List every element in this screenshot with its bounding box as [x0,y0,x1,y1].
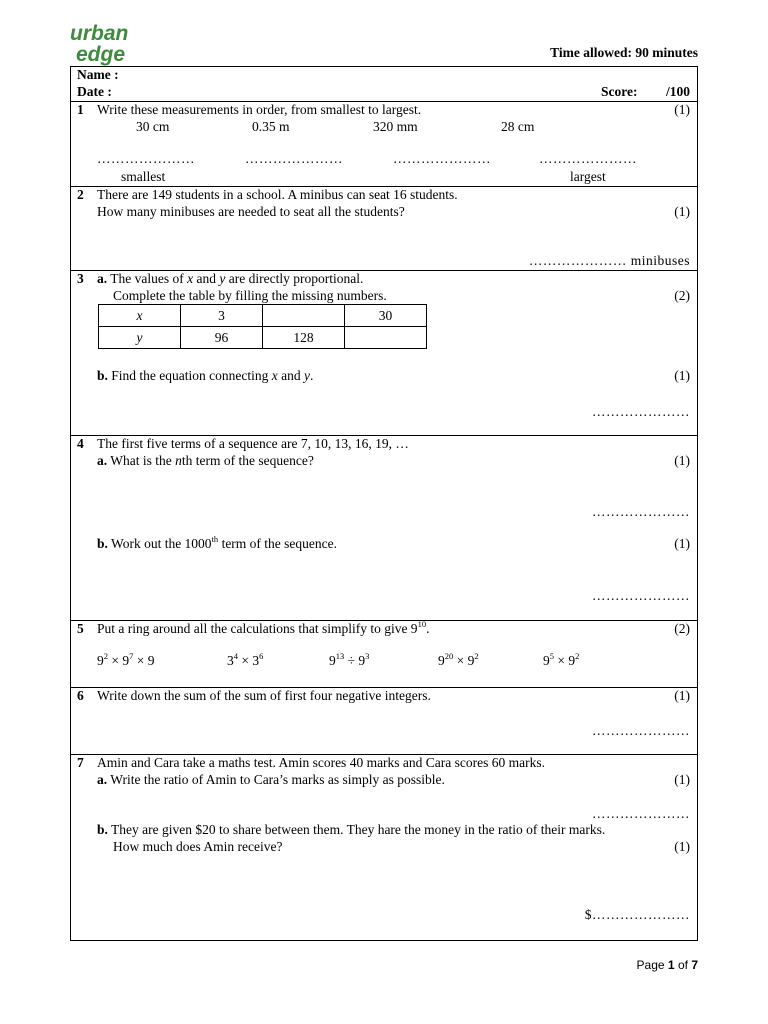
answer-blank[interactable]: ………………… [592,504,690,519]
urban-edge-logo [68,22,142,66]
question-3a-text: a. The values of x and y are directly proportional. [97,271,364,286]
date-label: Date : [77,84,112,99]
part-label: a. [97,271,108,286]
marks: (2) [674,621,690,636]
score-total: /100 [665,84,690,99]
question-text: How much does Amin receive? [113,839,283,854]
calculation-option[interactable]: $9^5 \times 9^2$ [543,650,580,668]
table-row [99,327,427,349]
marks: (1) [674,453,690,468]
table-cell: 3 [181,305,263,327]
page-total: 7 [691,958,698,972]
page-footer: Page 1 of 7 [636,958,698,972]
question-5 [71,620,697,688]
question-6 [71,687,697,755]
answer-blank[interactable]: ………………… [97,151,195,166]
question-number: 1 [77,102,84,117]
page-number: 1 [667,958,675,972]
question-number: 7 [77,755,84,770]
part-label: b. [97,536,108,551]
table-cell: x [99,305,181,327]
question-number: 5 [77,621,84,636]
question-text: Amin and Cara take a maths test. Amin scores 40 marks and Cara scores 60 marks. [97,755,546,770]
table-cell: 30 [345,305,427,327]
largest-label: largest [570,169,606,184]
question-number: 3 [77,271,84,286]
table-cell: y [99,327,181,349]
question-3b-text: b. Find the equation connecting x and y. [97,368,314,383]
question-text: Complete the table by filling the missing numbers. [113,288,387,303]
question-text: Write down the sum of the sum of first four negative integers. [97,688,431,703]
question-1 [71,101,697,187]
table-cell-blank[interactable] [345,327,427,349]
logo-text-urban: urban [70,22,129,45]
measurement-item: 320 mm [373,119,418,134]
answer-blank[interactable]: ………………… [539,151,637,166]
table-cell: 96 [181,327,263,349]
answer-blank[interactable]: $………………… [584,907,690,922]
logo-text-edge: edge [76,43,126,66]
question-7b-text: b. They are given $20 to share between them. They hare the money in the ratio of their marks. [97,822,606,837]
table-cell-blank[interactable] [263,305,345,327]
calculation-option[interactable]: $9^{20} \times 9^2$ [438,650,479,668]
smallest-label: smallest [121,169,166,184]
marks: (2) [674,288,690,303]
question-2 [71,186,697,271]
answer-blank[interactable]: ………………… [592,588,690,603]
answer-blank[interactable]: ………………… [592,723,690,738]
score-label: Score: [601,84,638,99]
part-label: b. [97,368,108,383]
question-text: The first five terms of a sequence are 7, 10, 13, 16, 19, … [97,436,409,451]
question-text: Write these measurements in order, from smallest to largest. [97,102,422,117]
answer-blank[interactable]: ………………… minibuses [528,253,690,268]
question-7a-text: a. Write the ratio of Amin to Cara’s marks as simply as possible. [97,772,445,787]
marks: (1) [674,204,690,219]
time-allowed: Time allowed: 90 minutes [550,45,698,60]
measurement-item: 28 cm [501,119,535,134]
calculation-option[interactable]: $3^4 \times 3^6$ [227,650,264,668]
marks: (1) [674,839,690,854]
table-row [99,305,427,327]
part-label: a. [97,772,108,787]
marks: (1) [674,536,690,551]
answer-blank[interactable]: ………………… [592,806,690,821]
question-text: There are 149 students in a school. A minibus can seat 16 students. [97,187,458,202]
proportion-table [98,304,427,349]
marks: (1) [674,368,690,383]
measurement-item: 30 cm [136,119,170,134]
marks: (1) [674,772,690,787]
question-number: 2 [77,187,84,202]
exam-sheet [70,66,698,941]
part-label: a. [97,453,108,468]
question-number: 4 [77,436,84,451]
question-text: How many minibuses are needed to seat all the students? [97,204,405,219]
calculation-option[interactable]: $9^2 \times 9^7 \times 9$ [97,650,155,668]
answer-blank[interactable]: ………………… [393,151,491,166]
question-4b-text: b. Work out the 1000th term of the sequence. [97,533,338,551]
info-row [71,67,697,102]
question-4 [71,435,697,621]
question-text: Put a ring around all the calculations that simplify to give $9^{10}$. [97,618,430,636]
calculation-option[interactable]: $9^{13} \div 9^3$ [329,650,370,668]
table-cell: 128 [263,327,345,349]
question-7 [71,754,697,940]
question-3 [71,270,697,436]
answer-blank[interactable]: ………………… [245,151,343,166]
part-label: b. [97,822,108,837]
marks: (1) [674,688,690,703]
question-4a-text: a. What is the nth term of the sequence? [97,453,314,468]
name-label: Name : [77,67,119,82]
question-number: 6 [77,688,84,703]
answer-blank[interactable]: ………………… [592,404,690,419]
measurement-item: 0.35 m [252,119,290,134]
marks: (1) [674,102,690,117]
